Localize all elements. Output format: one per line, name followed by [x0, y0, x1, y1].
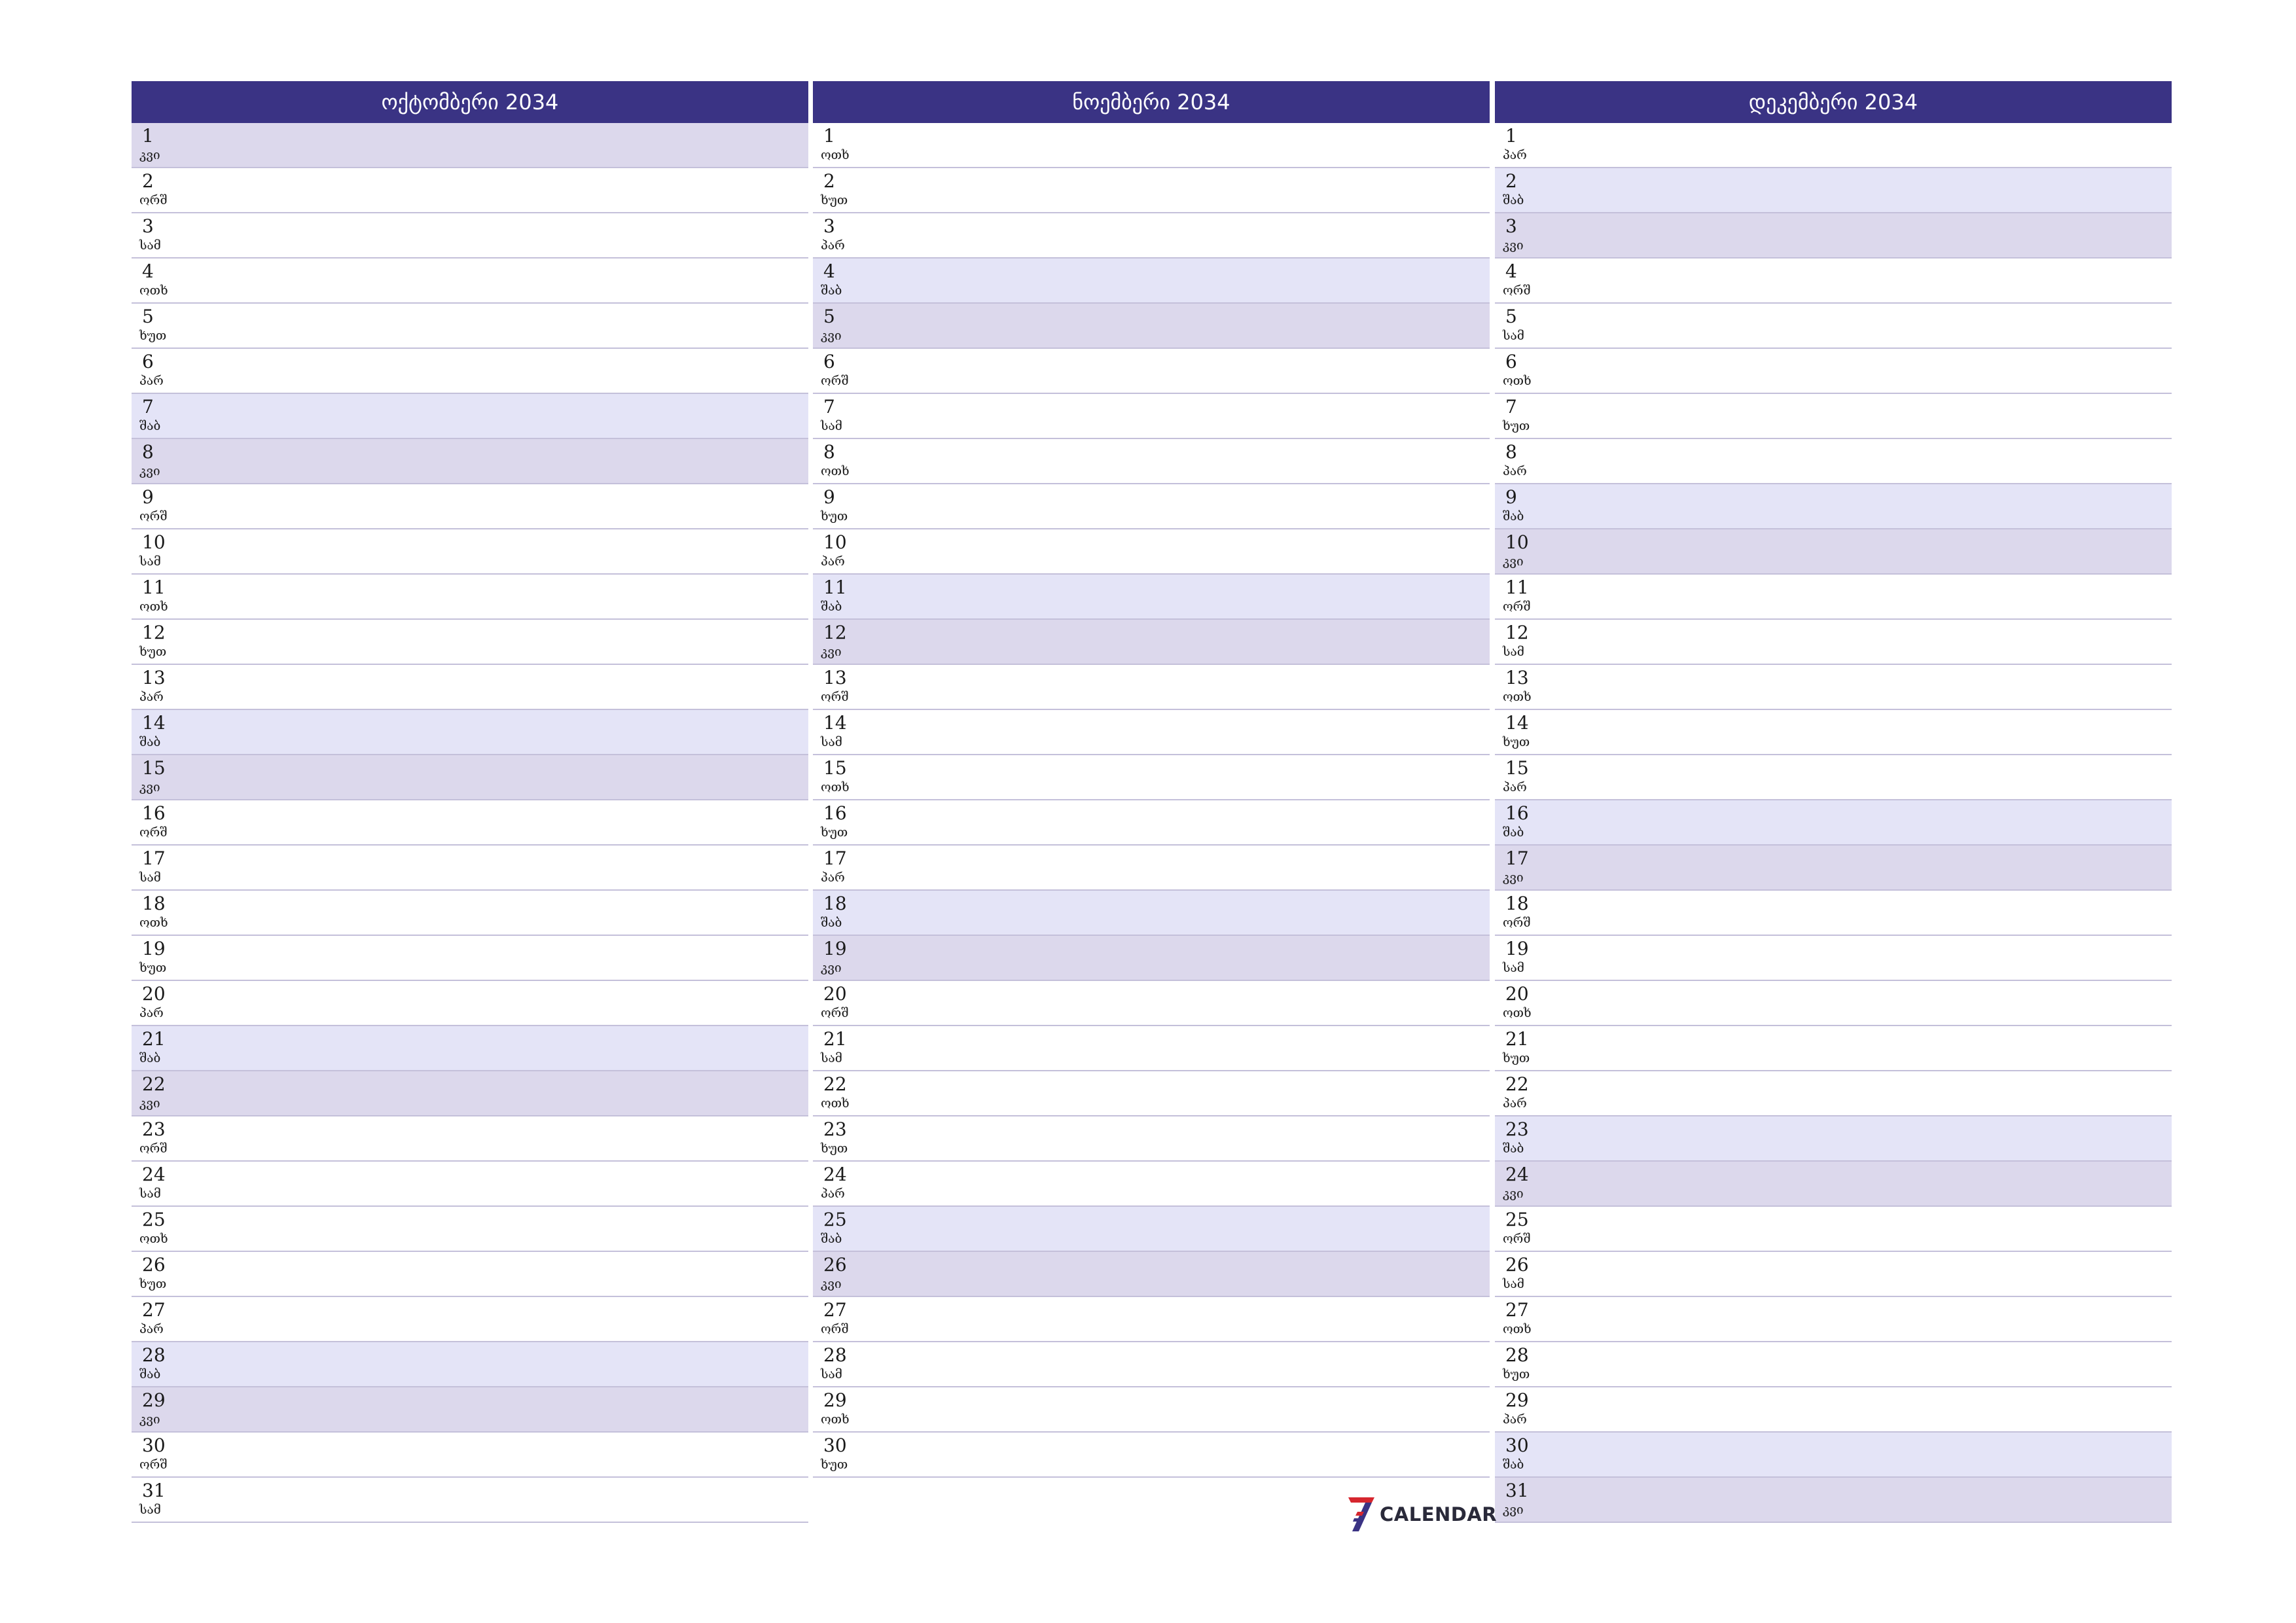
- weekday-label: ოთხ: [139, 283, 168, 298]
- day-row: [1495, 1478, 2172, 1523]
- weekday-label: შაბ: [1503, 509, 1524, 524]
- day-row: [132, 394, 808, 439]
- day-row: [132, 123, 808, 168]
- day-number: 14: [1505, 712, 1529, 734]
- day-row: [1495, 259, 2172, 304]
- day-number: 24: [823, 1164, 847, 1185]
- weekday-label: ხუთ: [139, 1277, 167, 1291]
- weekday-label: ორშ: [821, 1006, 849, 1020]
- day-number: 25: [142, 1209, 166, 1230]
- day-number: 18: [823, 893, 847, 914]
- day-row: [813, 1026, 1490, 1071]
- day-row: [813, 755, 1490, 800]
- calendar-logo: [1346, 1496, 1497, 1533]
- weekday-label: შაბ: [1503, 1457, 1524, 1472]
- day-row: [132, 1297, 808, 1342]
- day-row: [1495, 394, 2172, 439]
- day-number: 26: [142, 1254, 166, 1275]
- weekday-label: შაბ: [1503, 825, 1524, 840]
- day-number: 20: [142, 983, 166, 1005]
- day-number: 18: [142, 893, 166, 914]
- day-row: [813, 1433, 1490, 1478]
- month-header: ნოემბერი 2034: [813, 81, 1490, 123]
- weekday-label: ოთხ: [1503, 1322, 1532, 1336]
- day-number: 13: [1505, 667, 1529, 688]
- weekday-label: კვი: [139, 1412, 160, 1427]
- weekday-label: სამ: [1503, 961, 1524, 975]
- weekday-label: კვი: [821, 1277, 842, 1291]
- month-header: ოქტომბერი 2034: [132, 81, 808, 123]
- day-number: 6: [142, 351, 154, 372]
- weekday-label: ორშ: [139, 1457, 168, 1472]
- day-row: [813, 1116, 1490, 1162]
- day-row: [132, 800, 808, 846]
- day-row: [813, 439, 1490, 484]
- day-row: [813, 1252, 1490, 1297]
- weekday-label: პარ: [821, 238, 845, 253]
- day-number: 18: [1505, 893, 1529, 914]
- weekday-label: პარ: [1503, 464, 1527, 478]
- day-row: [813, 846, 1490, 891]
- day-row: [813, 620, 1490, 665]
- day-row: [132, 529, 808, 575]
- day-row: [1495, 755, 2172, 800]
- weekday-label: ორშ: [1503, 283, 1531, 298]
- day-number: 24: [1505, 1164, 1529, 1185]
- day-number: 4: [1505, 260, 1517, 282]
- day-number: 30: [823, 1435, 847, 1456]
- day-row: [813, 259, 1490, 304]
- day-number: 8: [1505, 441, 1517, 463]
- day-number: 2: [1505, 170, 1517, 192]
- day-number: 20: [823, 983, 847, 1005]
- day-row: [132, 891, 808, 936]
- day-row: [132, 665, 808, 710]
- day-number: 26: [1505, 1254, 1529, 1275]
- day-number: 26: [823, 1254, 847, 1275]
- day-row: [132, 755, 808, 800]
- day-row: [1495, 484, 2172, 529]
- weekday-label: სამ: [139, 870, 161, 885]
- day-number: 1: [142, 125, 154, 147]
- day-row: [813, 1342, 1490, 1387]
- day-row: [132, 304, 808, 349]
- day-row: [132, 620, 808, 665]
- day-row: [132, 439, 808, 484]
- day-number: 16: [142, 802, 166, 824]
- day-row: [813, 394, 1490, 439]
- weekday-label: ორშ: [821, 1322, 849, 1336]
- day-row: [813, 304, 1490, 349]
- day-number: 13: [823, 667, 847, 688]
- weekday-label: შაბ: [139, 1051, 161, 1065]
- day-number: 19: [142, 938, 166, 959]
- weekday-label: შაბ: [139, 1367, 161, 1382]
- day-number: 7: [1505, 396, 1517, 418]
- day-number: 20: [1505, 983, 1529, 1005]
- weekday-label: შაბ: [821, 599, 842, 614]
- weekday-label: პარ: [1503, 148, 1527, 162]
- day-row: [813, 1387, 1490, 1433]
- day-number: 23: [823, 1118, 847, 1140]
- day-number: 14: [823, 712, 847, 734]
- day-number: 10: [823, 531, 847, 553]
- day-number: 28: [1505, 1344, 1529, 1366]
- weekday-label: სამ: [139, 1186, 161, 1201]
- day-row: [1495, 1433, 2172, 1478]
- weekday-label: შაბ: [821, 916, 842, 930]
- day-row: [1495, 800, 2172, 846]
- weekday-label: ხუთ: [821, 1141, 848, 1156]
- day-number: 22: [823, 1073, 847, 1095]
- day-number: 31: [142, 1480, 166, 1501]
- weekday-label: ოთხ: [821, 464, 850, 478]
- day-row: [813, 1162, 1490, 1207]
- day-row: [813, 213, 1490, 259]
- weekday-label: ორშ: [139, 1141, 168, 1156]
- weekday-label: კვი: [139, 464, 160, 478]
- weekday-label: კვი: [139, 1096, 160, 1111]
- weekday-label: ოთხ: [139, 599, 168, 614]
- day-number: 2: [142, 170, 154, 192]
- day-number: 6: [823, 351, 835, 372]
- month-column-december: [1495, 81, 2172, 1523]
- day-row: [1495, 1026, 2172, 1071]
- weekday-label: სამ: [139, 238, 161, 253]
- day-row: [813, 168, 1490, 213]
- day-number: 15: [142, 757, 166, 779]
- day-row: [1495, 349, 2172, 394]
- day-number: 27: [823, 1299, 847, 1321]
- seven-logo-icon: [1346, 1496, 1376, 1533]
- day-number: 16: [823, 802, 847, 824]
- day-row: [132, 575, 808, 620]
- weekday-label: ორშ: [1503, 916, 1531, 930]
- weekday-label: კვი: [139, 780, 160, 794]
- day-row: [813, 1207, 1490, 1252]
- day-row: [1495, 304, 2172, 349]
- day-number: 21: [142, 1028, 166, 1050]
- day-row: [132, 1116, 808, 1162]
- day-number: 2: [823, 170, 835, 192]
- month-column-november: [813, 81, 1490, 1478]
- day-row: [1495, 168, 2172, 213]
- day-row: [813, 349, 1490, 394]
- weekday-label: შაბ: [139, 735, 161, 749]
- day-number: 4: [823, 260, 835, 282]
- weekday-label: შაბ: [1503, 193, 1524, 207]
- day-row: [813, 665, 1490, 710]
- weekday-label: ოთხ: [1503, 1006, 1532, 1020]
- weekday-label: შაბ: [821, 283, 842, 298]
- weekday-label: ხუთ: [821, 193, 848, 207]
- day-number: 17: [142, 847, 166, 869]
- weekday-label: სამ: [821, 1051, 842, 1065]
- day-number: 29: [142, 1389, 166, 1411]
- weekday-label: ხუთ: [821, 825, 848, 840]
- day-number: 3: [823, 215, 835, 237]
- weekday-label: პარ: [1503, 780, 1527, 794]
- weekday-label: ოთხ: [821, 780, 850, 794]
- day-number: 1: [823, 125, 835, 147]
- day-row: [1495, 1071, 2172, 1116]
- day-row: [132, 981, 808, 1026]
- day-row: [132, 936, 808, 981]
- weekday-label: პარ: [139, 1006, 164, 1020]
- day-row: [1495, 575, 2172, 620]
- weekday-label: პარ: [821, 870, 845, 885]
- day-row: [813, 891, 1490, 936]
- day-row: [813, 484, 1490, 529]
- day-row: [813, 529, 1490, 575]
- day-row: [1495, 123, 2172, 168]
- weekday-label: კვი: [1503, 1186, 1524, 1201]
- day-number: 9: [823, 486, 835, 508]
- weekday-label: ოთხ: [139, 916, 168, 930]
- weekday-label: კვი: [1503, 554, 1524, 569]
- day-row: [1495, 665, 2172, 710]
- weekday-label: შაბ: [821, 1232, 842, 1246]
- weekday-label: სამ: [1503, 1277, 1524, 1291]
- day-number: 12: [823, 622, 847, 643]
- weekday-label: კვი: [821, 645, 842, 659]
- day-number: 16: [1505, 802, 1529, 824]
- day-row: [1495, 1252, 2172, 1297]
- day-row: [132, 259, 808, 304]
- weekday-label: ოთხ: [821, 1412, 850, 1427]
- day-number: 17: [1505, 847, 1529, 869]
- weekday-label: ორშ: [821, 690, 849, 704]
- weekday-label: ორშ: [1503, 1232, 1531, 1246]
- day-number: 1: [1505, 125, 1517, 147]
- weekday-label: ორშ: [821, 374, 849, 388]
- day-row: [132, 484, 808, 529]
- weekday-label: პარ: [139, 1322, 164, 1336]
- day-number: 5: [1505, 306, 1517, 327]
- day-number: 11: [823, 577, 847, 598]
- day-number: 25: [823, 1209, 847, 1230]
- day-list: [1495, 123, 2172, 1523]
- weekday-label: კვი: [1503, 870, 1524, 885]
- day-row: [1495, 710, 2172, 755]
- weekday-label: პარ: [1503, 1412, 1527, 1427]
- day-number: 10: [142, 531, 166, 553]
- day-row: [132, 710, 808, 755]
- day-row: [813, 1071, 1490, 1116]
- weekday-label: პარ: [139, 690, 164, 704]
- day-number: 13: [142, 667, 166, 688]
- day-row: [813, 936, 1490, 981]
- weekday-label: კვი: [1503, 238, 1524, 253]
- day-number: 29: [823, 1389, 847, 1411]
- day-number: 15: [1505, 757, 1529, 779]
- day-number: 23: [1505, 1118, 1529, 1140]
- weekday-label: სამ: [821, 735, 842, 749]
- day-number: 21: [823, 1028, 847, 1050]
- weekday-label: ოთხ: [821, 1096, 850, 1111]
- weekday-label: ხუთ: [1503, 419, 1530, 433]
- day-row: [813, 123, 1490, 168]
- day-number: 29: [1505, 1389, 1529, 1411]
- day-row: [1495, 1297, 2172, 1342]
- weekday-label: ოთხ: [1503, 374, 1532, 388]
- day-number: 5: [142, 306, 154, 327]
- day-number: 23: [142, 1118, 166, 1140]
- month-column-october: [132, 81, 808, 1523]
- day-list: [813, 123, 1490, 1478]
- day-number: 11: [1505, 577, 1529, 598]
- day-row: [132, 1252, 808, 1297]
- day-row: [1495, 529, 2172, 575]
- weekday-label: სამ: [1503, 645, 1524, 659]
- day-row: [1495, 1342, 2172, 1387]
- day-number: 7: [142, 396, 154, 418]
- day-number: 7: [823, 396, 835, 418]
- day-number: 5: [823, 306, 835, 327]
- day-row: [132, 1026, 808, 1071]
- weekday-label: ხუთ: [139, 961, 167, 975]
- weekday-label: კვი: [139, 148, 160, 162]
- weekday-label: ორშ: [139, 509, 168, 524]
- day-row: [813, 710, 1490, 755]
- day-number: 21: [1505, 1028, 1529, 1050]
- weekday-label: ოთხ: [139, 1232, 168, 1246]
- weekday-label: შაბ: [1503, 1141, 1524, 1156]
- day-row: [813, 575, 1490, 620]
- day-row: [1495, 981, 2172, 1026]
- day-number: 19: [823, 938, 847, 959]
- day-number: 3: [1505, 215, 1517, 237]
- day-number: 14: [142, 712, 166, 734]
- weekday-label: ორშ: [1503, 599, 1531, 614]
- weekday-label: სამ: [139, 1503, 161, 1517]
- weekday-label: ორშ: [139, 825, 168, 840]
- day-number: 9: [1505, 486, 1517, 508]
- weekday-label: ოთხ: [821, 148, 850, 162]
- day-number: 24: [142, 1164, 166, 1185]
- day-number: 6: [1505, 351, 1517, 372]
- weekday-label: კვი: [1503, 1503, 1524, 1517]
- day-number: 30: [1505, 1435, 1529, 1456]
- day-number: 4: [142, 260, 154, 282]
- day-number: 30: [142, 1435, 166, 1456]
- weekday-label: სამ: [821, 419, 842, 433]
- day-row: [1495, 213, 2172, 259]
- day-row: [132, 1387, 808, 1433]
- day-row: [132, 1207, 808, 1252]
- day-number: 27: [142, 1299, 166, 1321]
- day-row: [1495, 439, 2172, 484]
- weekday-label: ხუთ: [1503, 1367, 1530, 1382]
- day-row: [1495, 1207, 2172, 1252]
- day-row: [813, 981, 1490, 1026]
- day-row: [1495, 891, 2172, 936]
- weekday-label: ხუთ: [139, 645, 167, 659]
- day-number: 8: [823, 441, 835, 463]
- day-row: [132, 349, 808, 394]
- weekday-label: შაბ: [139, 419, 161, 433]
- weekday-label: სამ: [139, 554, 161, 569]
- day-row: [132, 1342, 808, 1387]
- day-number: 11: [142, 577, 166, 598]
- weekday-label: ხუთ: [139, 329, 167, 343]
- day-row: [1495, 1162, 2172, 1207]
- weekday-label: კვი: [821, 961, 842, 975]
- day-number: 17: [823, 847, 847, 869]
- day-row: [1495, 1116, 2172, 1162]
- weekday-label: ხუთ: [821, 509, 848, 524]
- day-row: [132, 213, 808, 259]
- day-number: 12: [142, 622, 166, 643]
- day-row: [1495, 1387, 2172, 1433]
- logo-text: CALENDAR: [1380, 1503, 1498, 1525]
- day-number: 25: [1505, 1209, 1529, 1230]
- day-row: [132, 1071, 808, 1116]
- day-number: 15: [823, 757, 847, 779]
- weekday-label: სამ: [821, 1367, 842, 1382]
- day-number: 28: [823, 1344, 847, 1366]
- day-number: 31: [1505, 1480, 1529, 1501]
- day-number: 8: [142, 441, 154, 463]
- weekday-label: პარ: [821, 1186, 845, 1201]
- day-row: [132, 168, 808, 213]
- day-number: 28: [142, 1344, 166, 1366]
- weekday-label: პარ: [139, 374, 164, 388]
- day-number: 9: [142, 486, 154, 508]
- day-number: 12: [1505, 622, 1529, 643]
- weekday-label: ხუთ: [1503, 1051, 1530, 1065]
- weekday-label: პარ: [821, 554, 845, 569]
- month-header: დეკემბერი 2034: [1495, 81, 2172, 123]
- day-row: [813, 1297, 1490, 1342]
- weekday-label: ორშ: [139, 193, 168, 207]
- day-row: [813, 800, 1490, 846]
- weekday-label: სამ: [1503, 329, 1524, 343]
- day-row: [132, 846, 808, 891]
- day-row: [132, 1433, 808, 1478]
- weekday-label: პარ: [1503, 1096, 1527, 1111]
- day-number: 22: [142, 1073, 166, 1095]
- day-number: 27: [1505, 1299, 1529, 1321]
- weekday-label: კვი: [821, 329, 842, 343]
- day-row: [132, 1478, 808, 1523]
- weekday-label: ხუთ: [1503, 735, 1530, 749]
- day-number: 22: [1505, 1073, 1529, 1095]
- weekday-label: ხუთ: [821, 1457, 848, 1472]
- day-number: 10: [1505, 531, 1529, 553]
- day-row: [132, 1162, 808, 1207]
- day-number: 19: [1505, 938, 1529, 959]
- day-row: [1495, 620, 2172, 665]
- day-row: [1495, 846, 2172, 891]
- weekday-label: ოთხ: [1503, 690, 1532, 704]
- day-list: [132, 123, 808, 1523]
- day-row: [1495, 936, 2172, 981]
- day-number: 3: [142, 215, 154, 237]
